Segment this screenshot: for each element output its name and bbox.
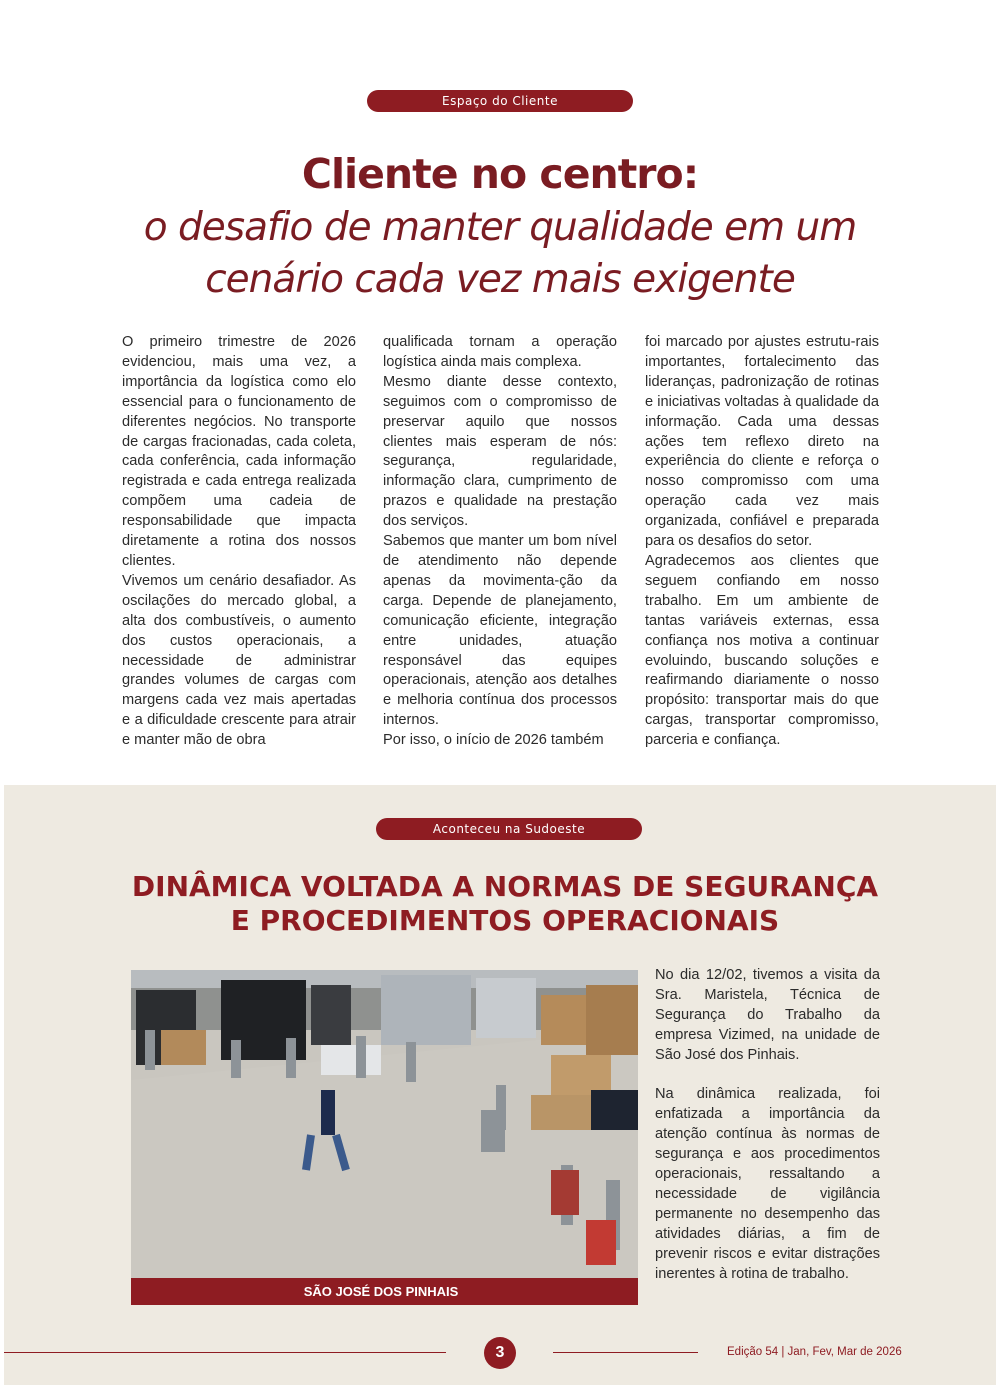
photo-caption-text: SÃO JOSÉ DOS PINHAIS <box>303 1284 459 1299</box>
news-title-line1: DINÂMICA VOLTADA A NORMAS DE SEGURANÇA <box>131 870 879 903</box>
paragraph: Na dinâmica realizada, foi enfatizada a importância da atenção contínua às normas de segurança e aos procedimentos operacionais, ressaltando a necessidade de vigilância permanente no desempenho das atividades diárias, a fim de prevenir riscos e evitar distrações inerentes à rotina de trabalho. <box>655 1086 880 1282</box>
edition-label: Edição 54 | Jan, Fev, Mar de 2026 <box>727 1346 902 1358</box>
paragraph: Mesmo diante desse contexto, seguimos com o compromisso de preservar aquilo que nossos clientes mais esperam de nós: segurança, regularidade, informação clara, cumprimento de prazos e qualidade na prestação dos serviços. <box>383 373 617 530</box>
paragraph: foi marcado por ajustes estrutu-rais importantes, fortalecimento das lideranças, padronização de rotinas e iniciativas voltadas à qualidade da informação. Cada uma dessas ações tem reflexo direto na experiência do cliente e reforça o nosso compromisso com uma operação cada vez mais organizada, confiável e preparada para os desafios do setor. <box>645 334 879 550</box>
article-subtitle-line1: o desafio de manter qualidade em um <box>143 205 857 250</box>
article-column-3 <box>645 333 879 751</box>
article-column-2 <box>383 333 617 751</box>
paragraph: Agradecemos aos clientes que seguem confiando em nosso trabalho. Em um ambiente de tantas variáveis externas, essa confiança nos motiva a continuar evoluindo, buscando soluções e reafirmando diariamente o nosso propósito: transportar mais do que cargas, transportar compromisso, parceria e confiança. <box>645 552 879 749</box>
paragraph: qualificada tornam a operação logística ainda mais complexa. <box>383 334 617 370</box>
footer-rule-right <box>553 1352 698 1353</box>
article-subtitle <box>0 202 1000 306</box>
article-subtitle-line2: cenário cada vez mais exigente <box>205 257 795 302</box>
article-column-1 <box>122 333 356 751</box>
news-title <box>0 870 1000 938</box>
news-text-column <box>655 966 880 1304</box>
section-tag-espaco-cliente: Espaço do Cliente <box>367 90 633 112</box>
page-number: 3 <box>484 1337 516 1369</box>
paragraph: Por isso, o início de 2026 também <box>383 732 604 749</box>
paragraph: Vivemos um cenário desafiador. As oscilações do mercado global, a alta dos combustíveis, o aumento dos custos operacionais, a necessidade de administrar grandes volumes de cargas com margens cada vez mais apertadas e a dificuldade crescente para atrair e manter mão de obra <box>122 572 356 749</box>
photo-caption <box>131 1278 638 1305</box>
footer-rule-left <box>4 1352 446 1353</box>
paragraph: No dia 12/02, tivemos a visita da Sra. Maristela, Técnica de Segurança do Trabalho da empresa Vizimed, na unidade de São José dos Pinhais. <box>655 967 880 1063</box>
section-tag-aconteceu: Aconteceu na Sudoeste <box>376 818 642 840</box>
warehouse-photo <box>131 970 638 1278</box>
news-title-line2: E PROCEDIMENTOS OPERACIONAIS <box>230 904 780 937</box>
article-title: Cliente no centro: <box>301 150 699 198</box>
paragraph: Sabemos que manter um bom nível de atendimento não depende apenas da movimenta-ção da carga. Depende de planejamento, comunicação eficiente, integração entre unidades, atuação responsável das equipes operacionais, atenção aos detalhes e melhoria contínua dos processos internos. <box>383 533 617 729</box>
paragraph: O primeiro trimestre de 2026 evidenciou, mais uma vez, a importância da logística como elo essencial para o funcionamento de diferentes negócios. No transporte de cargas fracionadas, cada coleta, cada conferência, cada informação registrada e cada entrega realizada compõem uma cadeia de responsabilidade que impacta diretamente a rotina dos nossos clientes. <box>122 334 356 569</box>
